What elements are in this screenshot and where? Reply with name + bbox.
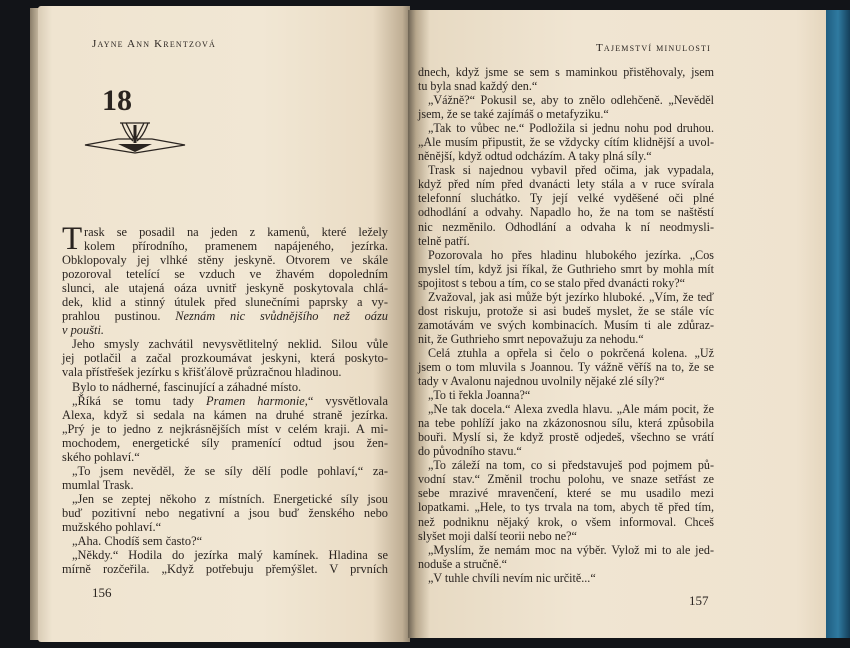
- text-line: Jeho smysly zachvátil nevysvětlitelný neklid. Silou vůle: [72, 337, 388, 352]
- text-line: „Ne tak docela.“ Alexa zvedla hlavu. „Ale mám pocit, že: [428, 402, 714, 417]
- text-line: „Jen se zeptej někoho z místních. Energetické síly jsou: [72, 491, 388, 506]
- text-line: mužského pohlaví.“: [62, 519, 162, 534]
- text-line: „Říká se tomu tady Pramen harmonie,“ vysvětlovala: [72, 393, 389, 408]
- text-line: vodní stav.“ Změnil trochu polohu, ve snaze setřást ze: [418, 472, 714, 487]
- text-line: dek, klid a stinný útulek před slunečními paprsky a vy-: [62, 295, 388, 310]
- text-line: Obklopovaly jej vlhké stěny jeskyně. Otvorem ve skále: [62, 253, 388, 268]
- left-running-head: Jayne Ann Krentzová: [92, 38, 217, 50]
- text-line: ského pohlaví.“: [62, 449, 140, 464]
- text-line: „Prý je to jedno z nejkrásnějších míst v celém kraji. A mi-: [62, 421, 388, 436]
- drop-cap: T: [62, 221, 83, 257]
- text-line: do původního stavu.“: [418, 444, 522, 459]
- text-line: vala přístřešek jezírku s křišťálově průzračnou hladinou.: [62, 365, 342, 380]
- text-line: telefonní sluchátko. Ty její velké vyděšené oči plné: [418, 191, 714, 206]
- book-cover-edge: [826, 10, 850, 638]
- text-line: nit, že Guthrieho smrt nepovažuju za nehodu.“: [418, 331, 644, 346]
- text-line: slunci, ale utajená oáza uvnitř jeskyně poskytovala chlá-: [62, 281, 388, 296]
- text-line: lopatkami. „Hele, to tys trvala na tom, abych tě před tím,: [418, 500, 714, 515]
- text-line: slyšet moji další teorii nebo ne?“: [418, 528, 577, 543]
- text-line: prahlou pustinou. Neznám nic svůdnějšího než oázu: [62, 309, 389, 324]
- text-line: sebe mrazivé mravenčení, které se mu usadilo mezi: [418, 486, 714, 501]
- chapter-number: 18: [102, 84, 132, 117]
- text-line: jsem o tom mluvila s Joannou. Ty vážně věříš na to, že se: [418, 359, 714, 374]
- text-line: „V tuhle chvíli nevím nic určitě...“: [428, 570, 596, 585]
- text-line: Alexa, když si sedala na kámen na druhé straně jezírka.: [62, 407, 388, 422]
- text-line: „Tak to vůbec ne.“ Podložila si jednu nohu pod druhou.: [428, 121, 714, 136]
- text-line: rask se posadil na jeden z kamenů, které ležely: [84, 225, 388, 239]
- text-line: „Vážně?“ Pokusil se, aby to znělo odlehčeně. „Nevěděl: [428, 93, 714, 108]
- text-line: dost riskuju, protože si asi budeš myslet, že se stále víc: [418, 303, 714, 318]
- text-line: dnech, když jsme se sem s maminkou přistěhovaly, jsem: [418, 65, 714, 79]
- text-line: noduše a stručně.“: [418, 556, 507, 571]
- text-line: Celá ztuhla a opřela si čelo o pokrčená kolena. „Už: [428, 345, 714, 360]
- text-line: mírně rozčeřila. „Když potřebuju přemýšlet. V prvních: [62, 562, 388, 577]
- text-line: něnější, když odtud odcházím. A taky plná síly.“: [418, 149, 652, 164]
- text-line: jsem, že se také zajímáš o metafyziku.“: [418, 107, 609, 122]
- text-line: tady v Avalonu najednou uvolnily nějaké zlé síly?“: [418, 374, 665, 389]
- chapter-ornament-icon: [80, 119, 190, 155]
- text-line: spojitost s tebou a tím, co se stalo před dvanácti roky?“: [418, 275, 686, 290]
- text-line: mochodem, energetické síly pramenící odtud jsou žen-: [62, 435, 388, 450]
- text-line: bouři. Myslí si, že když prostě odjedeš, všechno se vrátí: [418, 430, 714, 445]
- text-line: myslel tím, když jsi říkal, že Guthrieho smrt by mohla mít: [418, 261, 714, 276]
- left-page-number: 156: [92, 585, 112, 600]
- text-line: Trask si najednou vybavil před očima, jak vypadala,: [428, 163, 714, 178]
- text-line: než podniknu nějaký krok, o všem informoval. Chceš: [418, 514, 714, 529]
- text-line: odhodlání a odvahy. Napadlo ho, že na tom se naštěstí: [418, 205, 714, 220]
- text-line: kolem přírodního, pramenem napájeného, jezírka.: [84, 239, 388, 254]
- text-line: telně patří.: [418, 233, 470, 248]
- text-line: „To záleží na tom, co si představuješ pod pojmem pů-: [428, 458, 714, 473]
- text-line: mumlal Trask.: [62, 477, 134, 492]
- text-line: Pozorovala ho přes hladinu hlubokého jezírka. „Cos: [428, 247, 714, 262]
- text-line: „To jsem nevěděl, že se síly dělí podle pohlaví,“ za-: [72, 463, 388, 478]
- right-page-text: [418, 65, 714, 585]
- text-line: v poušti.: [62, 323, 104, 338]
- text-line: Bylo to nádherné, fascinující a záhadné místo.: [72, 379, 302, 394]
- text-line: „Myslím, že nemám moc na výběr. Vylož mi to ale jed-: [428, 542, 714, 557]
- text-line: když před ním před dvanácti lety stála a v ruce svírala: [418, 177, 714, 192]
- text-line: pozoroval tetelící se vzduch ve žhavém dopoledním: [62, 267, 388, 282]
- text-line: buď pozitivní nebo negativní a jsou buď ženského nebo: [62, 505, 388, 520]
- left-page-text: [62, 221, 389, 577]
- text-line: „Ale musím připustit, že se vždycky cítím klidnější a uvol-: [418, 135, 714, 150]
- right-running-head: Tajemství minulosti: [596, 42, 711, 54]
- text-line: na tebe pohlíží jako na zkázonosnou sílu, která způsobila: [418, 416, 714, 431]
- text-line: „Někdy.“ Hodila do jezírka malý kamínek. Hladina se: [72, 548, 388, 563]
- text-line: „To ti řekla Joanna?“: [428, 388, 531, 403]
- text-line: jej potlačil a začal prozkoumávat jeskyni, která poskyto-: [62, 351, 388, 366]
- right-page-number: 157: [689, 593, 709, 608]
- text-line: zamotávám ve svých kombinacích. Musím ti ale zdůraz-: [418, 317, 714, 332]
- text-line: „Aha. Chodíš sem často?“: [72, 534, 203, 549]
- text-line: tu byla snad každý den.“: [418, 79, 538, 94]
- text-line: Zvažoval, jak asi může být jezírko hluboké. „Vím, že teď: [428, 289, 714, 304]
- text-line: nic nezměnilo. Odhodlání a odvaha k ní neodmysli-: [418, 219, 714, 234]
